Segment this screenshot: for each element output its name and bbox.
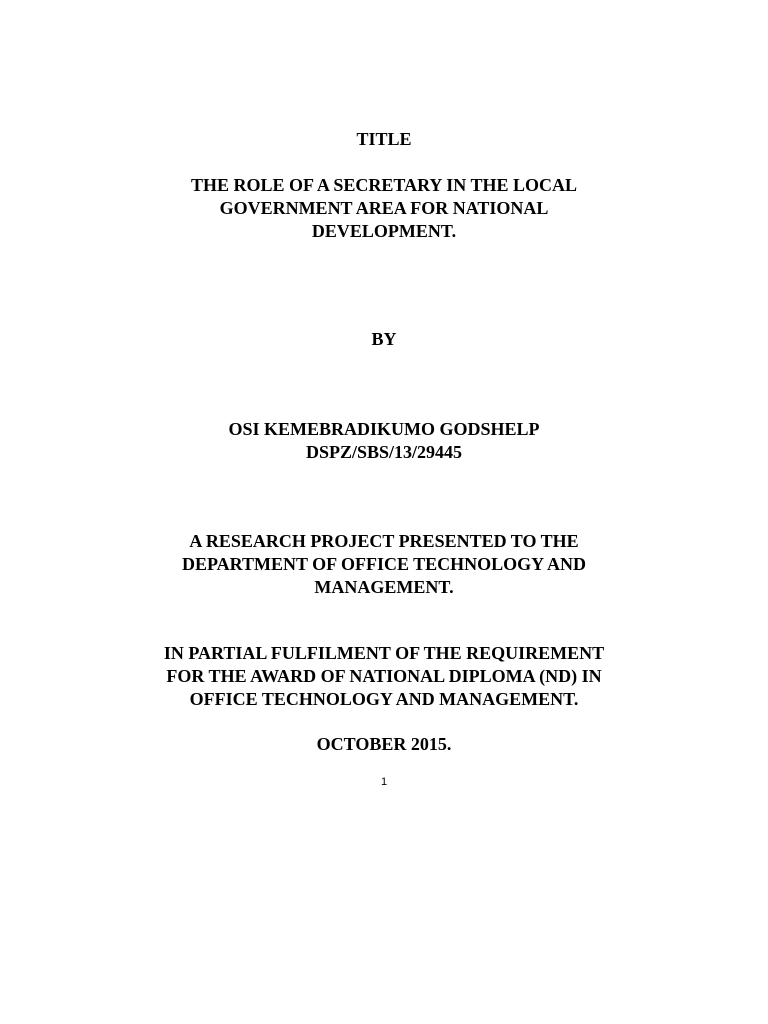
fulfilment-line-2: FOR THE AWARD OF NATIONAL DIPLOMA (ND) IN bbox=[166, 666, 602, 686]
author-id: DSPZ/SBS/13/29445 bbox=[305, 442, 463, 462]
project-title-line-2: GOVERNMENT AREA FOR NATIONAL bbox=[219, 198, 549, 218]
presentation-line-3: MANAGEMENT. bbox=[314, 577, 454, 597]
by-label: BY bbox=[371, 329, 397, 349]
heading-title: TITLE bbox=[356, 129, 412, 149]
page-number: 1 bbox=[380, 776, 388, 788]
author-name: OSI KEMEBRADIKUMO GODSHELP bbox=[228, 419, 540, 439]
fulfilment-line-3: OFFICE TECHNOLOGY AND MANAGEMENT. bbox=[189, 689, 579, 709]
presentation-line-2: DEPARTMENT OF OFFICE TECHNOLOGY AND bbox=[181, 554, 587, 574]
submission-date: OCTOBER 2015. bbox=[316, 734, 452, 754]
fulfilment-line-1: IN PARTIAL FULFILMENT OF THE REQUIREMENT bbox=[163, 643, 605, 663]
project-title-line-1: THE ROLE OF A SECRETARY IN THE LOCAL bbox=[191, 175, 577, 195]
presentation-line-1: A RESEARCH PROJECT PRESENTED TO THE bbox=[189, 531, 579, 551]
project-title-line-3: DEVELOPMENT. bbox=[311, 221, 457, 241]
